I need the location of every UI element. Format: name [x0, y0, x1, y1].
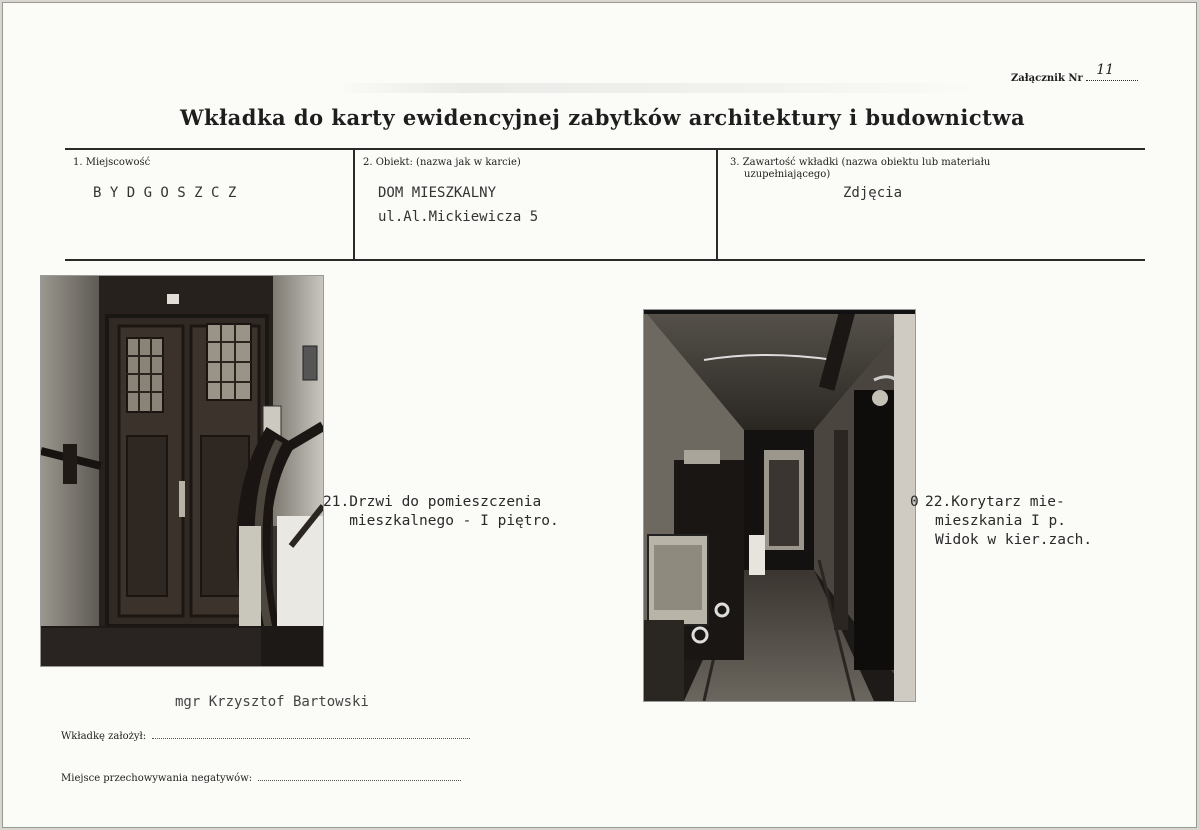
created-by-dotted-line — [152, 730, 470, 739]
photo-door-image — [41, 276, 323, 666]
author-signature: mgr Krzysztof Bartowski — [175, 694, 369, 710]
object-label: 2. Obiekt: (nazwa jak w karcie) — [363, 157, 521, 168]
photo-corridor — [643, 309, 916, 702]
record-sheet — [2, 2, 1197, 828]
created-by-label: Wkładkę założył: — [61, 731, 147, 742]
page-title: Wkładka do karty ewidencyjnej zabytków architektury i budownictwa — [179, 105, 1026, 130]
photo-door-caption-line2: mieszkalnego - I piętro. — [323, 513, 559, 529]
contents-value: Zdjęcia — [843, 185, 903, 201]
object-address: ul.Al.Mickiewicza 5 — [378, 209, 539, 225]
locality-value: B Y D G O S Z C Z — [93, 185, 237, 201]
created-by-field — [61, 730, 470, 742]
object-name: DOM MIESZKALNY — [378, 185, 497, 201]
photo-door-caption-line1: 21.Drzwi do pomieszczenia — [323, 494, 542, 510]
annex-number-field — [1086, 62, 1138, 81]
column-divider-2 — [716, 150, 718, 260]
contents-label-line2: uzupełniającego) — [744, 169, 831, 180]
photo-door — [40, 275, 324, 667]
annex-number-value: 11 — [1096, 62, 1115, 78]
header-top-rule — [65, 148, 1145, 150]
photo-corridor-caption-line1: 22.Korytarz mie- — [925, 494, 1065, 510]
negatives-storage-dotted-line — [258, 772, 461, 781]
photo-corridor-caption-line3: Widok w kier.zach. — [935, 532, 1093, 548]
column-divider-1 — [353, 150, 355, 260]
ink-smudge — [333, 83, 983, 93]
photo-corridor-image — [644, 310, 915, 701]
negatives-storage-field — [61, 772, 461, 784]
contents-label-line1: 3. Zawartość wkładki (nazwa obiektu lub materiału — [730, 157, 991, 168]
locality-label: 1. Miejscowość — [73, 157, 151, 168]
photo-corridor-caption-marker: 0 — [910, 494, 919, 510]
photo-corridor-caption-line2: mieszkania I p. — [935, 513, 1066, 529]
annex-label: Załącznik Nr — [1011, 73, 1083, 84]
header-bottom-rule — [65, 259, 1145, 261]
annex-number — [1011, 62, 1138, 84]
negatives-storage-label: Miejsce przechowywania negatywów: — [61, 773, 253, 784]
